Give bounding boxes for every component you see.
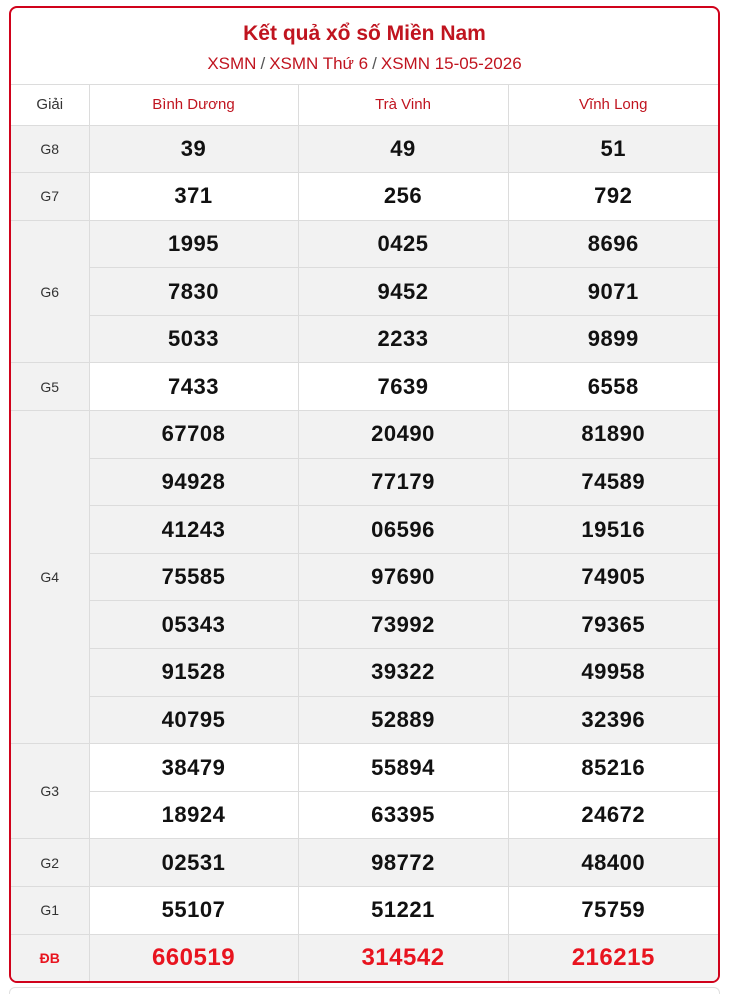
result-number: 02531 [89,839,298,887]
results-header [11,8,718,85]
result-number: 75759 [508,887,718,935]
result-number: 67708 [89,411,298,459]
result-number: 55894 [298,744,508,792]
result-number: 55107 [89,887,298,935]
table-row [11,839,718,887]
result-number: 94928 [89,458,298,506]
result-number: 39322 [298,649,508,697]
result-number: 91528 [89,649,298,697]
result-number: 660519 [89,934,298,982]
result-number: 38479 [89,744,298,792]
table-row [11,363,718,411]
prize-label: G8 [11,125,89,173]
result-number: 81890 [508,411,718,459]
result-number: 19516 [508,506,718,554]
result-number: 75585 [89,553,298,601]
result-number: 32396 [508,696,718,744]
result-number: 314542 [298,934,508,982]
results-body [11,125,718,982]
result-number: 18924 [89,791,298,839]
result-number: 2233 [298,315,508,363]
prize-label: G1 [11,887,89,935]
table-row [11,791,718,839]
result-number: 7433 [89,363,298,411]
table-row [11,506,718,554]
table-row [11,601,718,649]
next-card-edge [9,987,720,994]
result-number: 24672 [508,791,718,839]
result-number: 1995 [89,220,298,268]
prize-label: G4 [11,411,89,744]
prize-label: G6 [11,220,89,363]
result-number: 9899 [508,315,718,363]
result-number: 77179 [298,458,508,506]
page-title: Kết quả xổ số Miền Nam [243,22,486,45]
result-number: 98772 [298,839,508,887]
result-number: 74905 [508,553,718,601]
result-number: 256 [298,173,508,221]
result-number: 40795 [89,696,298,744]
table-row [11,173,718,221]
result-number: 52889 [298,696,508,744]
result-number: 216215 [508,934,718,982]
result-number: 9452 [298,268,508,316]
prize-label: G2 [11,839,89,887]
result-number: 49958 [508,649,718,697]
prize-column-header: Giải [11,85,89,125]
table-row [11,744,718,792]
result-number: 0425 [298,220,508,268]
result-number: 97690 [298,553,508,601]
result-number: 7639 [298,363,508,411]
prize-label: G5 [11,363,89,411]
result-number: 85216 [508,744,718,792]
table-row [11,887,718,935]
breadcrumb-link-xsmn-weekday[interactable]: XSMN Thứ 6 [269,54,369,73]
result-number: 8696 [508,220,718,268]
breadcrumb-link-xsmn[interactable]: XSMN [207,54,257,73]
table-row [11,458,718,506]
table-header-row [11,85,718,125]
province-header[interactable]: Vĩnh Long [508,85,718,125]
breadcrumb-link-xsmn-date[interactable]: XSMN 15-05-2026 [380,54,522,73]
results-card [9,6,720,983]
result-number: 5033 [89,315,298,363]
table-row [11,125,718,173]
result-number: 49 [298,125,508,173]
table-row [11,696,718,744]
table-row [11,268,718,316]
table-row [11,934,718,982]
result-number: 06596 [298,506,508,554]
result-number: 41243 [89,506,298,554]
result-number: 7830 [89,268,298,316]
result-number: 39 [89,125,298,173]
result-number: 51221 [298,887,508,935]
table-row [11,553,718,601]
result-number: 6558 [508,363,718,411]
result-number: 371 [89,173,298,221]
prize-label: G3 [11,744,89,839]
result-number: 63395 [298,791,508,839]
province-header[interactable]: Bình Dương [89,85,298,125]
result-number: 20490 [298,411,508,459]
result-number: 9071 [508,268,718,316]
result-number: 05343 [89,601,298,649]
table-row [11,220,718,268]
breadcrumb-separator: / [260,54,266,73]
result-number: 74589 [508,458,718,506]
breadcrumb-separator: / [372,54,377,73]
prize-label: ĐB [11,934,89,982]
table-row [11,649,718,697]
result-number: 79365 [508,601,718,649]
result-number: 51 [508,125,718,173]
prize-label: G7 [11,173,89,221]
table-row [11,315,718,363]
result-number: 48400 [508,839,718,887]
province-header[interactable]: Trà Vinh [298,85,508,125]
result-number: 792 [508,173,718,221]
results-table [11,85,718,982]
table-row [11,411,718,459]
result-number: 73992 [298,601,508,649]
breadcrumb [11,53,718,75]
